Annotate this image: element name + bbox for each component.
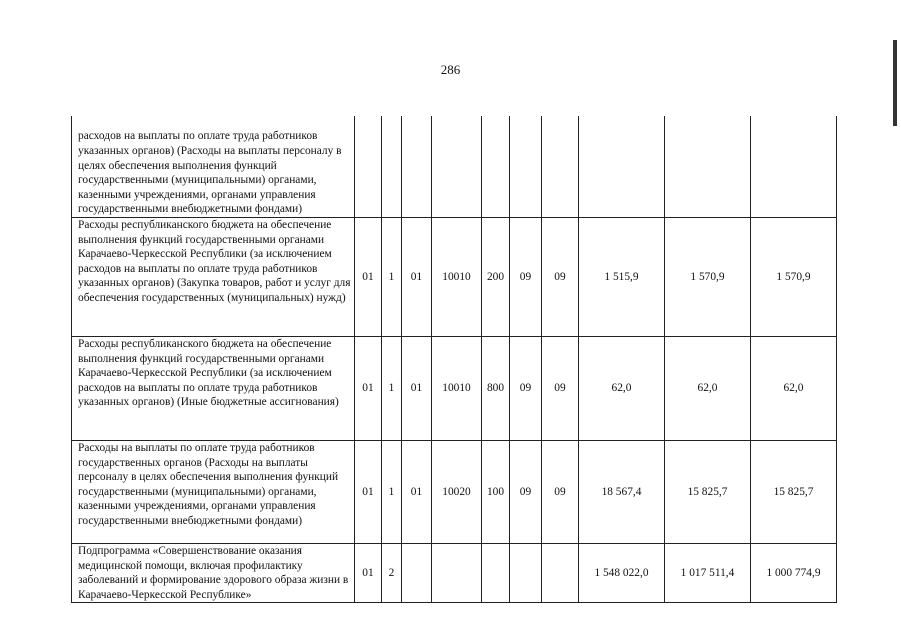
table-row	[72, 116, 837, 218]
scan-edge-mark	[893, 40, 897, 126]
row-description: расходов на выплаты по оплате труда работников указанных органов) (Расходы на выплаты персоналу в целях обеспечения выполнения функций государственными (муниципальными) органами, казенными учреждениями, органами управления государственными внебюджетными фондами)	[72, 116, 355, 218]
code-section	[510, 116, 542, 218]
amount-year-3	[751, 116, 837, 218]
code-program	[382, 116, 402, 218]
code-expense-type	[482, 116, 510, 218]
code-subprogram: 01	[402, 218, 432, 337]
code-section: 09	[510, 441, 542, 544]
table-row	[72, 337, 837, 441]
code-expense-type: 200	[482, 218, 510, 337]
row-description: Расходы республиканского бюджета на обеспечение выполнения функций государственными органами Карачаево-Черкесской Республики (за исключением расходов на выплаты по оплате труда работников указанных органов) (Иные бюджетные ассигнования)	[72, 337, 355, 441]
budget-table	[71, 116, 837, 603]
code-ministry: 01	[355, 218, 382, 337]
code-subsection	[542, 116, 579, 218]
code-subsection: 09	[542, 441, 579, 544]
code-subprogram: 01	[402, 441, 432, 544]
code-ministry: 01	[355, 337, 382, 441]
code-section	[510, 544, 542, 603]
code-ministry: 01	[355, 441, 382, 544]
code-ministry: 01	[355, 544, 382, 603]
row-description: Расходы республиканского бюджета на обеспечение выполнения функций государственными органами Карачаево-Черкесской Республики (за исключением расходов на выплаты по оплате труда работников указанных органов) (Закупка товаров, работ и услуг для обеспечения государственных (муниципальных) нужд)	[72, 218, 355, 337]
table-row	[72, 544, 837, 603]
amount-year-1: 1 548 022,0	[579, 544, 665, 603]
code-subsection: 09	[542, 218, 579, 337]
page-number: 286	[440, 62, 461, 77]
code-program: 2	[382, 544, 402, 603]
code-direction: 10020	[432, 441, 482, 544]
code-program: 1	[382, 337, 402, 441]
amount-year-2	[665, 116, 751, 218]
code-direction: 10010	[432, 218, 482, 337]
amount-year-2: 62,0	[665, 337, 751, 441]
code-expense-type: 800	[482, 337, 510, 441]
code-subprogram: 01	[402, 337, 432, 441]
code-direction	[432, 116, 482, 218]
code-program: 1	[382, 218, 402, 337]
code-subsection: 09	[542, 337, 579, 441]
code-section: 09	[510, 337, 542, 441]
code-expense-type	[482, 544, 510, 603]
code-subsection	[542, 544, 579, 603]
amount-year-1: 18 567,4	[579, 441, 665, 544]
amount-year-2: 1 017 511,4	[665, 544, 751, 603]
amount-year-1	[579, 116, 665, 218]
code-expense-type: 100	[482, 441, 510, 544]
row-description: Подпрограмма «Совершенствование оказания медицинской помощи, включая профилактику заболеваний и формирование здорового образа жизни в Карачаево-Черкесской Республике»	[72, 544, 355, 603]
amount-year-1: 1 515,9	[579, 218, 665, 337]
amount-year-3: 1 570,9	[751, 218, 837, 337]
code-ministry	[355, 116, 382, 218]
row-description: Расходы на выплаты по оплате труда работников государственных органов (Расходы на выплаты персоналу в целях обеспечения выполнения функций государственными (муниципальными) органами, казенными учреждениями, органами управления государственными внебюджетными фондами)	[72, 441, 355, 544]
amount-year-3: 15 825,7	[751, 441, 837, 544]
code-section: 09	[510, 218, 542, 337]
amount-year-3: 1 000 774,9	[751, 544, 837, 603]
table-row	[72, 441, 837, 544]
table-row	[72, 218, 837, 337]
code-direction: 10010	[432, 337, 482, 441]
amount-year-1: 62,0	[579, 337, 665, 441]
amount-year-3: 62,0	[751, 337, 837, 441]
amount-year-2: 1 570,9	[665, 218, 751, 337]
code-subprogram	[402, 544, 432, 603]
amount-year-2: 15 825,7	[665, 441, 751, 544]
code-direction	[432, 544, 482, 603]
code-program: 1	[382, 441, 402, 544]
code-subprogram	[402, 116, 432, 218]
